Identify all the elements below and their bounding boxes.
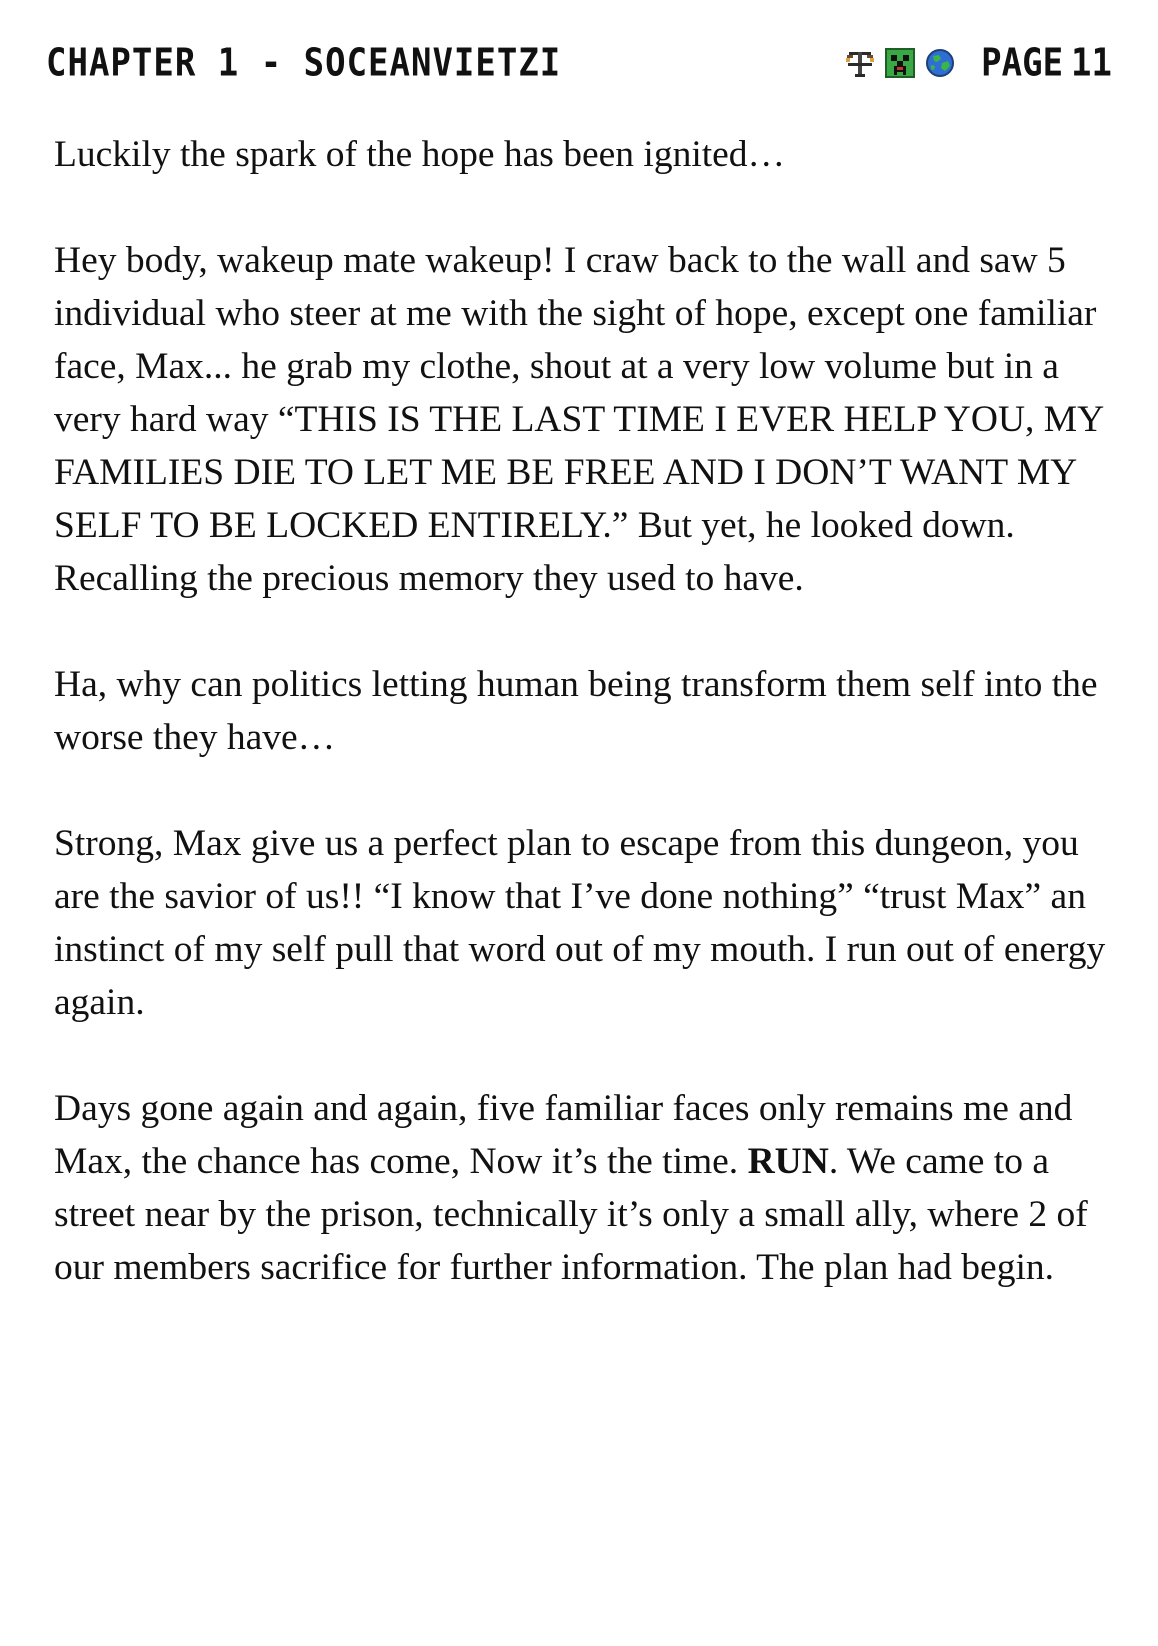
header-right [845,40,1112,86]
paragraph-5-end: . We came to a street near by the prison, technically it’s only a small ally, where 2 of our members sacrifice for further information. The plan had begin. [54,1141,1088,1288]
page-indicator [981,41,1112,86]
creeper-face-icon [885,48,915,78]
paragraph-4: Strong, Max give us a perfect plan to escape from this dungeon, you are the savior of us!! “I know that I’ve done nothing” “trust Max” an instinct of my self pull that word out of my mouth. I run out of energy again. [54,823,1106,1023]
paragraph-2: Hey body, wakeup mate wakeup! I craw back to the wall and saw 5 individual who steer at me with the sight of hope, except one familiar face, Max... he grab my clothe, shout at a very low volume but in a very hard way “THIS IS THE LAST TIME I EVER HELP YOU, MY FAMILIES DIE TO LET ME BE FREE AND I DON’T WANT MY SELF TO BE LOCKED ENTIRELY.” But yet, he looked down. Recalling the precious memory they used to have. [54,240,1103,599]
page-word: PAGE [981,40,1064,86]
run-emphasis: RUN [747,1141,829,1182]
paragraph-3: Ha, why can politics letting human being transform them self into the worse they have… [54,664,1098,758]
page-header [46,38,1112,88]
chapter-title: CHAPTER 1 - SOCEANVIETZI [46,40,562,86]
earth-globe-icon [925,48,955,78]
lamp-post-icon [845,48,875,78]
story-body [54,128,1118,1347]
paragraph-1: Luckily the spark of the hope has been ignited… [54,134,786,175]
paragraph-5-start: Days gone again and again, five familiar faces only remains me and Max, the chance has come, Now it’s the time. [54,1088,1073,1182]
page-number: 11 [1071,40,1112,86]
paragraph-5 [54,1082,1118,1294]
